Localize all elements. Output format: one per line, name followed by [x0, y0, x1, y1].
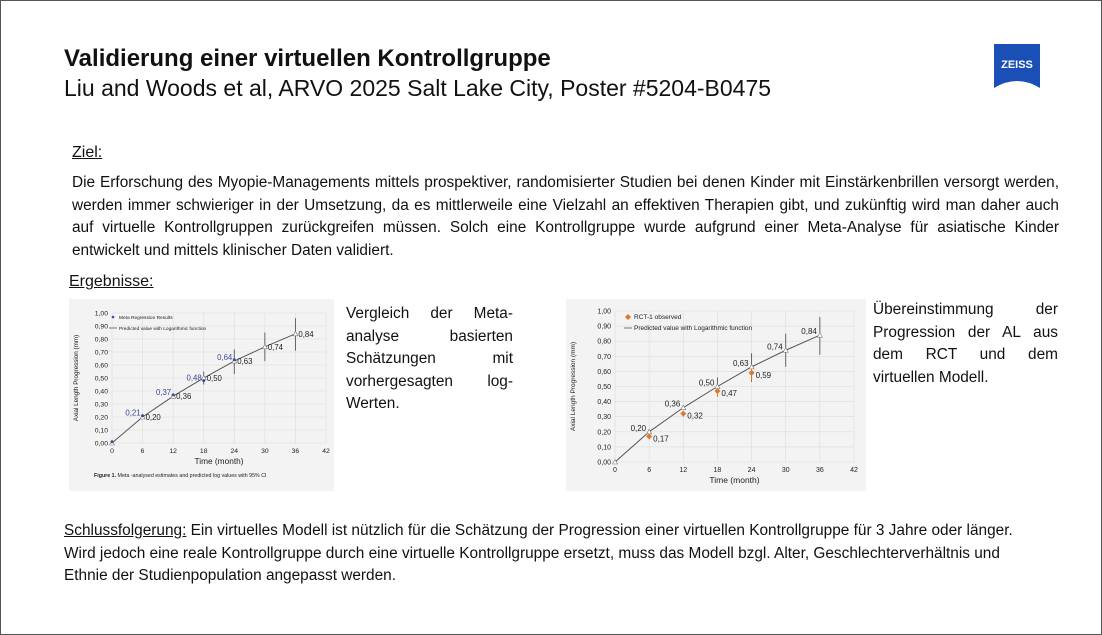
- y-tick-label: 0,60: [94, 362, 108, 370]
- conclusion-text: Ein virtuelles Modell ist nützlich für die Schätzung der Progression einer virtuellen Kontrollgruppe für 3 Jahre oder länger. Wird jedoch eine reale Kontrollgruppe durch eine virtuelle Kontrollgruppe ersetzt, muss das Modell bzgl. Alter, Geschlechterverhältnis und Ethnie der Studienpopulation angepasst werden.: [64, 522, 1013, 584]
- svg-text:ZEISS: ZEISS: [1001, 59, 1033, 71]
- predicted-data-label: 0,36: [176, 392, 192, 402]
- x-tick-label: 24: [747, 467, 756, 474]
- observed-data-label: 0,21: [125, 408, 141, 418]
- predicted-data-label: 0,20: [630, 423, 647, 433]
- chart-meta-analysis: [69, 299, 334, 491]
- y-tick-label: 0,80: [94, 336, 108, 344]
- observed-point: [111, 440, 114, 443]
- x-tick-label: 6: [140, 448, 145, 455]
- observed-point: [714, 388, 720, 394]
- y-tick-label: 1,00: [597, 308, 611, 316]
- slide-title: Validierung einer virtuellen Kontrollgruppe: [64, 45, 551, 72]
- goal-text: Die Erforschung des Myopie-Managements mittels prospektiver, randomisierter Studien bei denen Kinder mit Einstärkenbrillen versorgt werden, werden immer schwieriger in der Umsetzung, da es mittlerweile eine Vielzahl an effektiven Therapien gibt, und zukünftig wird man daher auch auf virtuelle Kontrollgruppen zurückgreifen müssen. Solch eine Kontrollgruppe wurde aufgrund einer Meta-Analyse für asiatische Kinder entwickelt und mittels klinischer Daten validiert.: [72, 174, 1059, 259]
- observed-point: [141, 414, 144, 417]
- y-tick-label: 0,20: [597, 429, 611, 437]
- chart2-description: Übereinstimmung der Progression der AL aus dem RCT und dem virtuellen Modell.: [873, 301, 1058, 386]
- predicted-data-label: 0,63: [732, 358, 749, 368]
- predicted-data-label: 0,63: [237, 357, 253, 367]
- legend-observed-marker: [625, 314, 631, 320]
- predicted-point: [749, 364, 754, 369]
- predicted-data-label: 0,20: [145, 413, 161, 422]
- observed-point: [202, 379, 205, 382]
- x-tick-label: 12: [169, 448, 177, 455]
- y-axis-label: Axial Length Progression (mm): [570, 341, 577, 432]
- x-tick-label: 24: [230, 448, 239, 455]
- y-tick-label: 0,90: [94, 323, 108, 331]
- predicted-point: [293, 331, 298, 336]
- x-tick-label: 30: [261, 448, 269, 455]
- predicted-data-label: 0,36: [664, 399, 681, 409]
- x-tick-label: 36: [815, 467, 824, 474]
- observed-point: [680, 411, 686, 417]
- figure-caption-text: Meta -analysed estimates and predicted log values with 95% CI: [116, 473, 267, 479]
- observed-point: [749, 370, 755, 376]
- legend-observed-label: RCT-1 observed: [634, 314, 682, 321]
- predicted-point: [817, 333, 822, 338]
- legend-predicted-label: Predicted value with Logarithmic function: [634, 325, 753, 332]
- x-axis-label: Time (month): [194, 456, 244, 466]
- y-tick-label: 0,20: [94, 414, 108, 422]
- conclusion-heading: Schlussfolgerung:: [64, 522, 187, 539]
- y-tick-label: 0,70: [597, 353, 611, 361]
- conclusion: [64, 520, 1024, 588]
- x-tick-label: 18: [199, 448, 208, 455]
- observed-data-label: 0,17: [653, 434, 669, 444]
- y-tick-label: 0,60: [597, 368, 611, 376]
- x-tick-label: 36: [291, 448, 300, 455]
- observed-data-label: 0,59: [755, 370, 772, 380]
- x-tick-label: 12: [679, 467, 688, 474]
- y-tick-label: 0,50: [94, 375, 108, 383]
- predicted-point: [681, 405, 686, 410]
- x-axis-label: Time (month): [709, 475, 760, 485]
- y-tick-label: 0,00: [94, 440, 108, 448]
- legend-observed-label: Meta Regression Results: [119, 316, 173, 321]
- predicted-data-label: 0,74: [767, 342, 783, 352]
- slide-subtitle: Liu and Woods et al, ARVO 2025 Salt Lake City, Poster #5204-B0475: [64, 75, 772, 101]
- y-tick-label: 0,00: [597, 459, 611, 467]
- observed-point: [233, 358, 236, 361]
- y-tick-label: 0,40: [94, 388, 108, 396]
- predicted-data-label: 0,84: [298, 329, 314, 339]
- predicted-data-label: 0,84: [801, 327, 817, 337]
- x-tick-label: 42: [850, 467, 858, 474]
- figure-caption-label: Figure 1.: [94, 473, 117, 479]
- legend-observed-marker: [112, 316, 115, 319]
- y-tick-label: 0,10: [94, 427, 108, 435]
- results-heading: Ergebnisse:: [69, 273, 154, 290]
- predicted-data-label: 0,50: [206, 374, 222, 383]
- goal-heading: Ziel:: [72, 144, 103, 161]
- x-tick-label: 42: [322, 448, 330, 455]
- y-tick-label: 0,80: [597, 338, 611, 346]
- chart-rct-comparison: [566, 299, 866, 491]
- y-axis-label: Axial Length Progression (mm): [73, 334, 80, 422]
- y-tick-label: 0,10: [597, 444, 611, 452]
- observed-data-label: 0,64: [217, 352, 233, 362]
- y-tick-label: 0,30: [597, 414, 611, 422]
- y-tick-label: 0,70: [94, 349, 108, 357]
- observed-point: [172, 393, 175, 396]
- zeiss-logo: [994, 44, 1040, 88]
- predicted-data-label: 0,50: [698, 378, 715, 388]
- x-tick-label: 30: [781, 467, 790, 474]
- x-tick-label: 6: [647, 467, 652, 474]
- predicted-data-label: 0,74: [267, 342, 284, 352]
- y-tick-label: 0,50: [597, 384, 611, 391]
- x-tick-label: 18: [713, 467, 722, 474]
- y-tick-label: 1,00: [94, 310, 108, 318]
- chart1-description: Vergleich der Meta-analyse basierten Schätzungen mit vorhergesagten log-Werten.: [346, 305, 513, 412]
- y-tick-label: 0,40: [597, 399, 611, 407]
- x-tick-label: 0: [613, 467, 617, 474]
- observed-data-label: 0,32: [687, 411, 703, 421]
- x-tick-label: 0: [110, 448, 114, 455]
- observed-data-label: 0,48: [186, 373, 202, 383]
- y-tick-label: 0,90: [597, 323, 611, 331]
- observed-data-label: 0,37: [155, 387, 172, 397]
- y-tick-label: 0,30: [94, 401, 108, 409]
- legend-predicted-label: Predicted value with Logarithmic function: [119, 327, 207, 332]
- observed-data-label: 0,47: [721, 389, 738, 399]
- figure-caption: [94, 473, 267, 479]
